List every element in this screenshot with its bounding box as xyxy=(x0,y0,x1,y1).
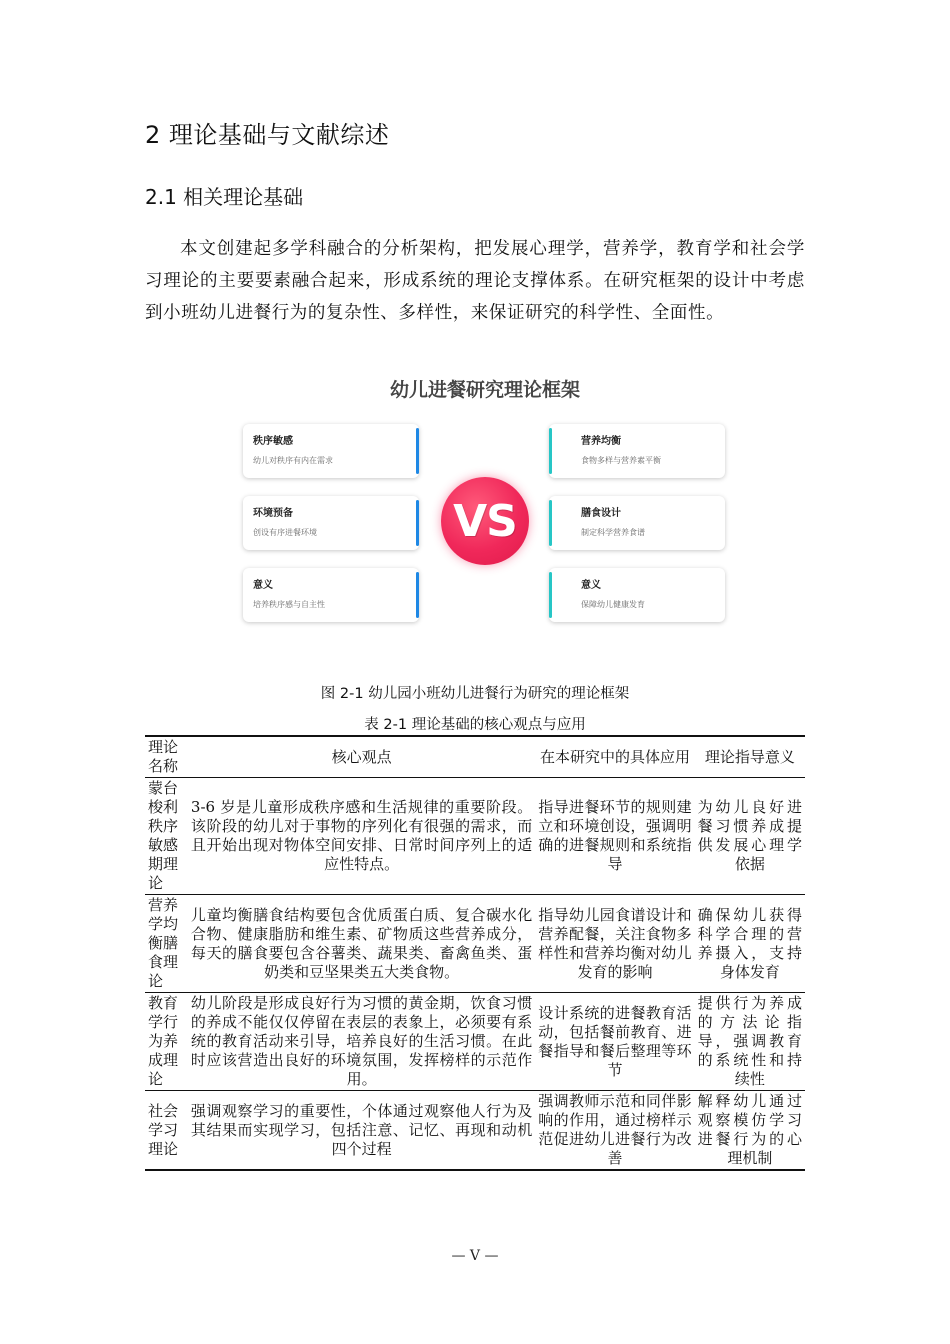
header-core-view: 核心观点 xyxy=(331,747,392,766)
table-cell: 设计系统的进餐教育活动，包括餐前教育、进餐指导和餐后整理等环节 xyxy=(538,1003,692,1079)
right-card-meaning xyxy=(549,568,725,622)
vs-badge: VS xyxy=(441,477,529,565)
table-row xyxy=(145,778,805,895)
table-cell: 强调教师示范和同伴影响的作用，通过榜样示范促进幼儿进餐行为改善 xyxy=(538,1092,692,1167)
table-cell: 解释幼儿通过观察模仿学习进餐行为的心理机制 xyxy=(697,1092,802,1167)
figure-title: 幼儿进餐研究理论框架 xyxy=(389,379,580,401)
table-cell: 社会学习理论 xyxy=(148,1101,179,1158)
card-subtitle: 创设有序进餐环境 xyxy=(253,528,317,537)
theory-table xyxy=(145,735,805,1171)
table-cell: 提供行为养成的方法论指导，强调教育的系统性和持续性 xyxy=(697,994,802,1088)
page-number: — V — xyxy=(451,1248,499,1264)
section-heading: 2.1 相关理论基础 xyxy=(145,185,304,209)
left-card-meaning xyxy=(243,568,419,622)
left-card-environment xyxy=(243,496,419,550)
table-row xyxy=(145,993,805,1091)
table-header-row xyxy=(145,736,805,778)
table-cell: 教育学行为养成理论 xyxy=(148,994,179,1088)
card-title: 膳食设计 xyxy=(581,508,621,519)
card-title: 秩序敏感 xyxy=(253,436,293,447)
table-cell: 为幼儿良好进餐习惯养成提供发展心理学依据 xyxy=(697,798,802,873)
table-caption: 表 2-1 理论基础的核心观点与应用 xyxy=(364,717,586,733)
card-subtitle: 培养秩序感与自主性 xyxy=(253,600,325,609)
card-subtitle: 制定科学营养食谱 xyxy=(581,528,645,537)
table-cell: 3-6 岁是儿童形成秩序感和生活规律的重要阶段。该阶段的幼儿对于事物的序列化有很强的需求，而且开始出现对物体空间安排、日常时间序列上的适应性特点。 xyxy=(190,798,533,873)
table-cell: 指导进餐环节的规则建立和环境创设，强调明确的进餐规则和系统指导 xyxy=(538,798,692,873)
left-card-order-sensitivity xyxy=(243,424,419,478)
header-theory-name: 理论名称 xyxy=(148,738,179,775)
chapter-heading: 2 理论基础与文献综述 xyxy=(145,121,390,149)
table-cell: 确保幼儿获得科学合理的营养摄入，支持身体发育 xyxy=(697,905,802,981)
card-title: 环境预备 xyxy=(253,508,293,519)
card-title: 意义 xyxy=(581,580,601,591)
card-title: 营养均衡 xyxy=(581,436,621,447)
table-cell: 儿童均衡膳食结构要包含优质蛋白质、复合碳水化合物、健康脂肪和维生素、矿物质这些营养成分，每天的膳食要包含谷薯类、蔬果类、畜禽鱼类、蛋奶类和豆坚果类五大类食物。 xyxy=(190,905,533,981)
figure-caption: 图 2-1 幼儿园小班幼儿进餐行为研究的理论框架 xyxy=(320,686,630,702)
right-card-nutrition-balance xyxy=(549,424,725,478)
table-cell: 指导幼儿园食谱设计和营养配餐，关注食物多样性和营养均衡对幼儿发育的影响 xyxy=(538,905,692,981)
card-subtitle: 食物多样与营养素平衡 xyxy=(581,456,661,465)
header-application: 在本研究中的具体应用 xyxy=(539,747,690,766)
right-card-diet-design xyxy=(549,496,725,550)
table-cell: 强调观察学习的重要性，个体通过观察他人行为及其结果而实现学习，包括注意、记忆、再现和动机四个过程 xyxy=(190,1101,533,1158)
theory-framework-figure xyxy=(235,365,735,635)
table-row xyxy=(145,895,805,993)
card-title: 意义 xyxy=(253,580,273,591)
table-row xyxy=(145,1091,805,1171)
table-cell: 营养学均衡膳食理论 xyxy=(148,896,179,990)
table-cell: 蒙台梭利秩序敏感期理论 xyxy=(148,779,179,892)
card-subtitle: 保障幼儿健康发育 xyxy=(581,600,645,609)
header-significance: 理论指导意义 xyxy=(704,747,795,766)
table-cell: 幼儿阶段是形成良好行为习惯的黄金期，饮食习惯的养成不能仅仅停留在表层的表象上，必须要有系统的教育活动来引导，培养良好的生活习惯。在此时应该营造出良好的环境氛围，发挥榜样的示范作用。 xyxy=(190,994,533,1088)
card-subtitle: 幼儿对秩序有内在需求 xyxy=(253,456,333,465)
intro-paragraph: 本文创建起多学科融合的分析架构，把发展心理学，营养学，教育学和社会学习理论的主要要素融合起来，形成系统的理论支撑体系。在研究框架的设计中考虑到小班幼儿进餐行为的复杂性、多样性，来保证研究的科学性、全面性。 xyxy=(145,239,805,323)
